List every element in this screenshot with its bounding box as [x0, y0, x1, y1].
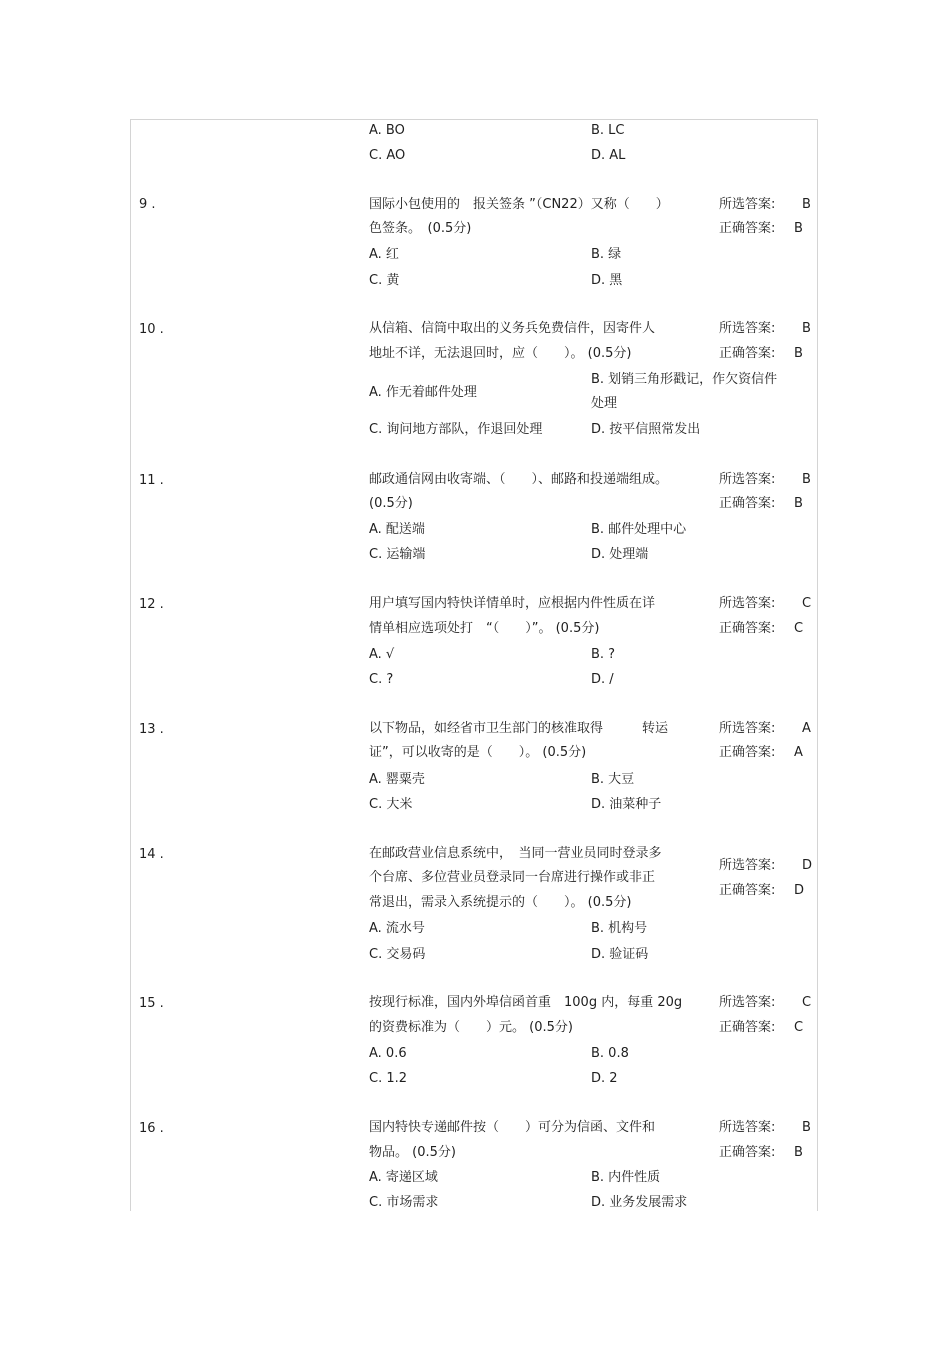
correct-answer-value: B	[794, 1145, 803, 1160]
option-b: B. 划销三角形戳记，作欠资信件	[591, 372, 778, 387]
correct-answer-value: B	[794, 496, 803, 511]
question-stem-line: 证”，可以收寄的是（ ）。 (0.5分)	[369, 745, 587, 760]
option-d: D. /	[591, 672, 614, 687]
correct-answer-label: 正确答案:	[719, 745, 776, 760]
question-stem-line: 国际小包使用的 报关签条 ”（CN22）又称（ ）	[369, 197, 669, 212]
option-a: A. √	[369, 647, 395, 662]
option-b: B. 大豆	[591, 772, 635, 787]
option-c: C. 黄	[369, 273, 400, 288]
selected-answer-value: B	[802, 321, 811, 336]
option-b: B. 邮件处理中心	[591, 522, 687, 537]
q8-option-d: D. AL	[591, 148, 626, 163]
question-stem-line: (0.5分)	[369, 496, 413, 511]
correct-answer-label: 正确答案:	[719, 221, 776, 236]
question-stem-line: 从信箱、信筒中取出的义务兵免费信件，因寄件人	[369, 321, 656, 336]
selected-answer-label: 所选答案:	[719, 858, 776, 873]
option-b: B. 机构号	[591, 921, 648, 936]
option-b: B. 绿	[591, 247, 622, 262]
option-c: C. 运输端	[369, 547, 426, 562]
question-number: 9 .	[139, 197, 156, 212]
question-stem-line: 常退出，需录入系统提示的（ ）。 (0.5分)	[369, 895, 632, 910]
question-stem-line: 国内特快专递邮件按（ ）可分为信函、文件和	[369, 1120, 656, 1135]
question-stem-line: 个台席、多位营业员登录同一台席进行操作或非正	[369, 870, 656, 885]
selected-answer-label: 所选答案:	[719, 721, 776, 736]
correct-answer-label: 正确答案:	[719, 621, 776, 636]
selected-answer-value: C	[802, 995, 812, 1010]
question-stem-line: 邮政通信网由收寄端、（ ）、邮路和投递端组成。	[369, 472, 669, 487]
option-a: A. 寄递区域	[369, 1170, 438, 1185]
option-c: C. 市场需求	[369, 1195, 439, 1210]
correct-answer-label: 正确答案:	[719, 346, 776, 361]
correct-answer-value: D	[794, 883, 805, 898]
selected-answer-value: C	[802, 596, 812, 611]
correct-answer-label: 正确答案:	[719, 1020, 776, 1035]
option-d: D. 2	[591, 1071, 618, 1086]
option-d: D. 业务发展需求	[591, 1195, 688, 1210]
option-c: C. ?	[369, 672, 394, 687]
option-b: B. 0.8	[591, 1046, 629, 1061]
correct-answer-label: 正确答案:	[719, 1145, 776, 1160]
option-c: C. 询问地方部队，作退回处理	[369, 422, 543, 437]
option-d: D. 黑	[591, 273, 623, 288]
selected-answer-value: A	[802, 721, 811, 736]
option-b: B. ?	[591, 647, 616, 662]
question-stem-line: 物品。 (0.5分)	[369, 1145, 456, 1160]
option-c: C. 大米	[369, 797, 413, 812]
option-a: A. 作无着邮件处理	[369, 385, 477, 400]
option-c: C. 1.2	[369, 1071, 408, 1086]
correct-answer-value: B	[794, 221, 803, 236]
question-number: 10 .	[139, 322, 164, 337]
question-number: 14 .	[139, 847, 164, 862]
option-d: D. 按平信照常发出	[591, 422, 701, 437]
selected-answer-value: B	[802, 197, 811, 212]
q8-option-b: B. LC	[591, 123, 625, 138]
option-b-continued: 处理	[591, 396, 618, 411]
q8-option-a: A. BO	[369, 123, 405, 138]
question-number: 16 .	[139, 1121, 164, 1136]
option-a: A. 配送端	[369, 522, 425, 537]
correct-answer-value: C	[794, 621, 804, 636]
question-stem-line: 用户填写国内特快详情单时，应根据内件性质在详	[369, 596, 656, 611]
option-a: A. 红	[369, 247, 399, 262]
question-stem-line: 的资费标准为（ ）元。 (0.5分)	[369, 1020, 573, 1035]
correct-answer-label: 正确答案:	[719, 496, 776, 511]
exam-answer-sheet	[130, 119, 818, 1211]
selected-answer-label: 所选答案:	[719, 995, 776, 1010]
question-stem-line: 在邮政营业信息系统中， 当同一营业员同时登录多	[369, 846, 662, 861]
question-number: 15 .	[139, 996, 164, 1011]
question-stem-line: 以下物品，如经省市卫生部门的核准取得 转运	[369, 721, 669, 736]
option-d: D. 处理端	[591, 547, 649, 562]
selected-answer-label: 所选答案:	[719, 1120, 776, 1135]
question-number: 13 .	[139, 722, 164, 737]
selected-answer-label: 所选答案:	[719, 472, 776, 487]
selected-answer-label: 所选答案:	[719, 596, 776, 611]
selected-answer-value: B	[802, 472, 811, 487]
correct-answer-value: B	[794, 346, 803, 361]
selected-answer-label: 所选答案:	[719, 321, 776, 336]
question-stem-line: 情单相应选项处打 “（ ）”。 (0.5分)	[369, 621, 600, 636]
question-stem-line: 色签条。 (0.5分)	[369, 221, 472, 236]
correct-answer-value: C	[794, 1020, 804, 1035]
option-a: A. 流水号	[369, 921, 425, 936]
q8-option-c: C. AO	[369, 148, 406, 163]
correct-answer-label: 正确答案:	[719, 883, 776, 898]
correct-answer-value: A	[794, 745, 803, 760]
option-c: C. 交易码	[369, 947, 426, 962]
selected-answer-label: 所选答案:	[719, 197, 776, 212]
question-number: 11 .	[139, 473, 164, 488]
selected-answer-value: D	[802, 858, 813, 873]
option-d: D. 验证码	[591, 947, 649, 962]
selected-answer-value: B	[802, 1120, 811, 1135]
option-b: B. 内件性质	[591, 1170, 661, 1185]
question-stem-line: 按现行标准，国内外埠信函首重 100g 内，每重 20g	[369, 995, 683, 1010]
question-number: 12 .	[139, 597, 164, 612]
option-a: A. 0.6	[369, 1046, 407, 1061]
option-d: D. 油菜种子	[591, 797, 662, 812]
question-stem-line: 地址不详，无法退回时，应（ ）。 (0.5分)	[369, 346, 632, 361]
option-a: A. 罂粟壳	[369, 772, 425, 787]
